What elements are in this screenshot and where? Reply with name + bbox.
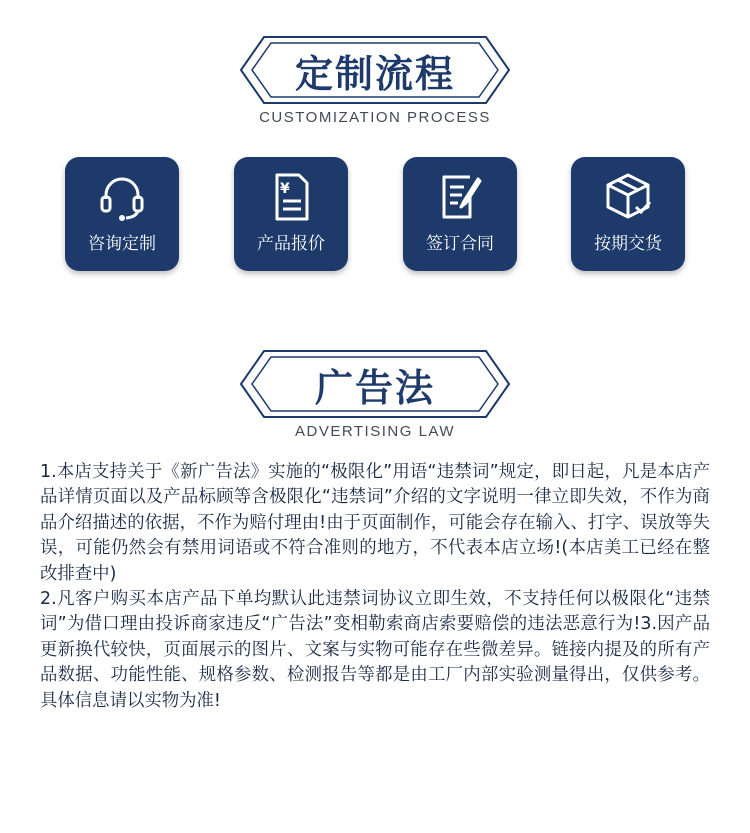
law-paragraph-1: 1.本店支持关于《新广告法》实施的“极限化”用语“违禁词”规定，即日起，凡是本店产品详情页面以及产品标顾等含极限化“违禁词”介绍的文字说明一律立即失效，不作为商品介绍描述的依据，不作为赔付理由!由于页面制作，可能会存在输入、打字、误放等失误，可能仍然会有禁用词语或不符合准则的地方，不代表本店立场!(本店美工已经在整改排查中) [40, 462, 710, 584]
svg-text:¥: ¥ [280, 181, 290, 197]
package-delivery-icon [571, 171, 685, 223]
step-card-delivery [571, 157, 685, 271]
process-title-badge [240, 36, 510, 104]
step-label: 签订合同 [426, 234, 494, 254]
step-label: 产品报价 [257, 234, 325, 254]
law-paragraph-2: 2.凡客户购买本店产品下单均默认此违禁词协议立即生效，不支持任何以极限化“违禁词”为借口理由投诉商家违反“广告法”变相勒索商店索要赔偿的违法恶意行为!3.因产品更新换代较快，页面展示的图片、文案与实物可能存在些微差异。链接内提及的所有产品数据、功能性能、规格参数、检测报告等都是由工厂内部实验测量得出，仅供参考。具体信息请以实物为准! [40, 589, 710, 711]
headset-icon [65, 171, 179, 223]
law-title-badge [240, 350, 510, 418]
step-card-quote [234, 157, 348, 271]
price-document-icon [234, 171, 348, 223]
law-disclaimer-text [40, 460, 710, 714]
step-card-consult [65, 157, 179, 271]
process-title: 定制流程 [294, 51, 455, 96]
step-label: 咨询定制 [88, 234, 156, 254]
law-subtitle: ADVERTISING LAW [294, 423, 456, 440]
contract-sign-icon [403, 171, 517, 223]
law-title: 广告法 [314, 365, 435, 410]
step-card-contract [403, 157, 517, 271]
process-subtitle: CUSTOMIZATION PROCESS [259, 109, 491, 126]
step-label: 按期交货 [594, 234, 662, 254]
